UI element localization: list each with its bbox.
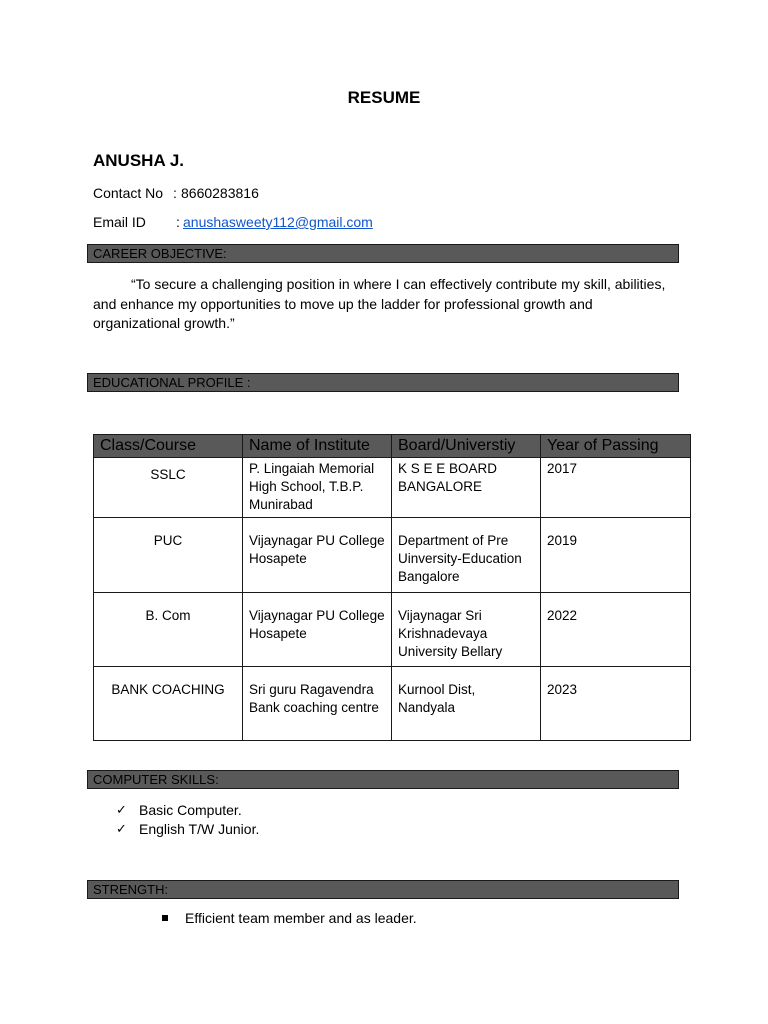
objective-paragraph: “To secure a challenging position in where I can effectively contribute my skill, abilities, and enhance my opportunities to move up the ladder for professional growth and organizational growth.”: [93, 276, 666, 331]
email-link[interactable]: anushasweety112@gmail.com: [183, 214, 373, 230]
educational-profile-heading: EDUCATIONAL PROFILE :: [87, 373, 679, 392]
email-separator: :: [176, 214, 180, 230]
course-cell: BANK COACHING: [94, 667, 243, 741]
career-objective-text: [93, 275, 683, 334]
header-class-course: Class/Course: [94, 435, 243, 458]
contact-label: Contact No: [93, 185, 164, 201]
board-cell: K S E E BOARD BANGALORE: [392, 458, 541, 518]
year-cell: 2017: [541, 458, 691, 518]
email-label: Email ID: [93, 214, 146, 230]
contact-separator: :: [173, 185, 177, 201]
list-item: [116, 801, 259, 820]
contact-number: 8660283816: [181, 185, 259, 201]
year-cell: 2022: [541, 593, 691, 667]
header-institute: Name of Institute: [243, 435, 392, 458]
header-year: Year of Passing: [541, 435, 691, 458]
table-row: [94, 667, 691, 741]
course-cell: B. Com: [94, 593, 243, 667]
strength-list-item: [162, 910, 417, 926]
square-bullet-icon: [162, 915, 168, 921]
checkmark-icon: ✓: [116, 822, 127, 837]
table-row: [94, 458, 691, 518]
table-row: [94, 518, 691, 593]
header-board: Board/Universtiy: [392, 435, 541, 458]
course-cell: SSLC: [94, 458, 243, 518]
institute-cell: Vijaynagar PU College Hosapete: [243, 518, 392, 593]
year-cell: 2019: [541, 518, 691, 593]
table-row: [94, 593, 691, 667]
document-title: RESUME: [347, 88, 421, 107]
board-cell: Department of Pre Uinversity-Education Bangalore: [392, 518, 541, 593]
institute-cell: Vijaynagar PU College Hosapete: [243, 593, 392, 667]
skill-text: English T/W Junior.: [139, 821, 260, 837]
skill-text: Basic Computer.: [139, 802, 242, 818]
skills-list: [116, 801, 259, 839]
strength-heading: STRENGTH:: [87, 880, 679, 899]
institute-cell: Sri guru Ragavendra Bank coaching centre: [243, 667, 392, 741]
strength-text: Efficient team member and as leader.: [185, 910, 417, 926]
table-header-row: [94, 435, 691, 458]
year-cell: 2023: [541, 667, 691, 741]
career-objective-heading: CAREER OBJECTIVE:: [87, 244, 679, 263]
institute-cell: P. Lingaiah Memorial High School, T.B.P. Munirabad: [243, 458, 392, 518]
education-table: [93, 434, 691, 741]
list-item: [116, 820, 259, 839]
applicant-name: ANUSHA J.: [93, 151, 184, 170]
board-cell: Vijaynagar Sri Krishnadevaya University Bellary: [392, 593, 541, 667]
course-cell: PUC: [94, 518, 243, 593]
computer-skills-heading: COMPUTER SKILLS:: [87, 770, 679, 789]
board-cell: Kurnool Dist, Nandyala: [392, 667, 541, 741]
checkmark-icon: ✓: [116, 803, 127, 818]
